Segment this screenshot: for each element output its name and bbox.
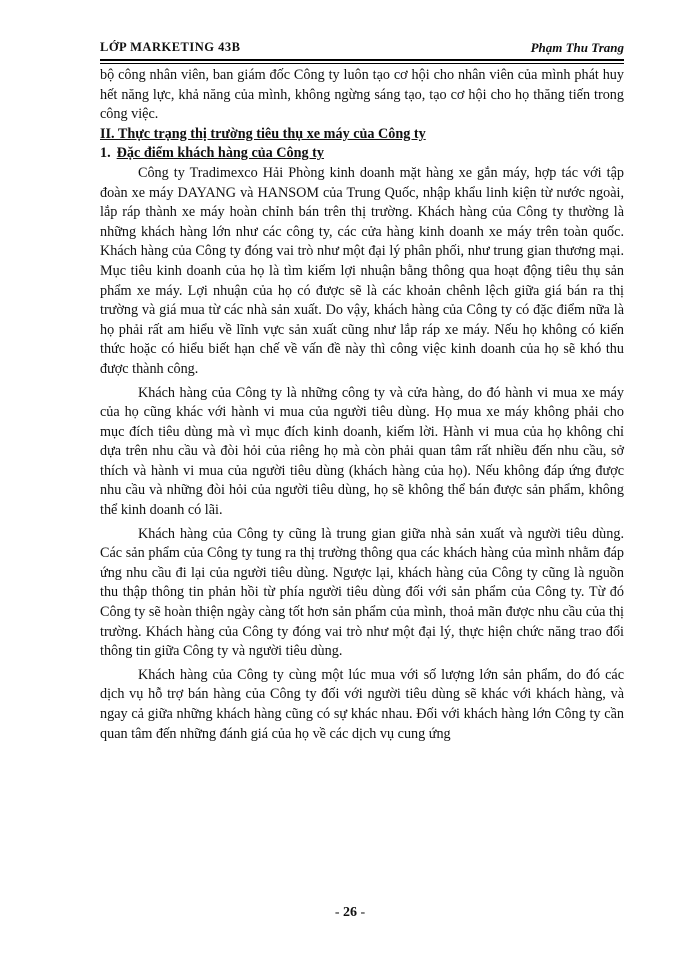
page-number-suffix: - bbox=[360, 905, 366, 920]
header-class-name: LỚP MARKETING 43B bbox=[100, 40, 241, 54]
paragraph-continuation: bộ công nhân viên, ban giám đốc Công ty luôn tạo cơ hội cho nhân viên của mình phát huy hết năng lực, khả năng của mình, không ngừng sáng tạo, tạo cơ hội cho họ thăng tiến trong công việc. bbox=[100, 67, 624, 123]
paragraph-2: Khách hàng của Công ty là những công ty và cửa hàng, do đó hành vi mua xe máy của họ cũng khác với hành vi mua của người tiêu dùng. Họ mua xe máy không phải cho mục đích tiêu dùng mà vì mục đích kinh doanh, kiếm lời. Hành vi mua của họ không chỉ dựa trên nhu cầu và đòi hỏi của riêng họ mà còn phải quan tâm rất nhiều đến nhu cầu, sở thích và hành vi mua của người tiêu dùng (khách hàng của họ). Nếu không đáp ứng được nhu cầu và những đòi hỏi của người tiêu dùng, họ sẽ không thể bán được sản phẩm, không thể kinh doanh có lãi. bbox=[100, 384, 624, 519]
page-number bbox=[0, 905, 700, 921]
header-rule-thick bbox=[100, 59, 624, 61]
header-rule-thin bbox=[100, 63, 624, 64]
page-header bbox=[100, 40, 624, 58]
paragraph-3: Khách hàng của Công ty cũng là trung gian giữa nhà sản xuất và người tiêu dùng. Các sản phẩm của Công ty tung ra thị trường thông qua các khách hàng của mình nhằm đáp ứng nhu cầu đi lại của người tiêu dùng. Ngược lại, khách hàng của Công ty cũng là nguồn thu thập thông tin phản hồi từ phía người tiêu dùng đối với sản phẩm của Công ty. Từ đó Công ty sẽ hoàn thiện ngày càng tốt hơn sản phẩm của mình, thoả mãn được nhu cầu của thị trường. Khách hàng của Công ty đóng vai trò như một đại lý, thực hiện chức năng trao đổi thông tin giữa Công ty và người tiêu dùng. bbox=[100, 525, 624, 660]
subsection-title: Đặc điểm khách hàng của Công ty bbox=[116, 145, 324, 162]
subsection-heading bbox=[100, 144, 624, 164]
page-number-value: 26 bbox=[343, 905, 357, 920]
section-heading: II. Thực trạng thị trường tiêu thụ xe máy của Công ty bbox=[100, 125, 426, 142]
page-number-prefix: - bbox=[334, 905, 340, 920]
subsection-number: 1. bbox=[100, 145, 111, 162]
paragraph-1: Công ty Tradimexco Hải Phòng kinh doanh mặt hàng xe gắn máy, hợp tác với tập đoàn xe máy DAYANG và HANSOM của Trung Quốc, nhập khẩu linh kiện từ nước ngoài, lắp ráp thành xe máy hoàn chỉnh bán trên thị trường. Khách hàng của Công ty thường là những khách hàng lớn như các công ty, các cửa hàng kinh doanh xe máy trên toàn quốc. Khách hàng của Công ty đóng vai trò như một đại lý phân phối, như trung gian thương mại. Mục tiêu kinh doanh của họ là tìm kiếm lợi nhuận bằng thông qua hoạt động tiêu thụ sản phẩm xe máy. Lợi nhuận của họ có được sẽ là các khoản chênh lệch giữa giá bán ra thị trường và giá mua từ các nhà sản xuất. Do vậy, khách hàng của Công ty có đặc điểm nữa là họ phải rất am hiểu về lĩnh vực sản xuất cũng như lắp ráp xe máy. Nếu họ không có kiến thức hoặc có hiểu biết hạn chế về vấn đề này thì công việc kinh doanh của họ sẽ khó thu được thành công. bbox=[100, 164, 624, 377]
page-body bbox=[100, 66, 624, 744]
header-author-name: Phạm Thu Trang bbox=[530, 40, 624, 55]
paragraph-4: Khách hàng của Công ty cùng một lúc mua với số lượng lớn sản phẩm, do đó các dịch vụ hỗ trợ bán hàng của Công ty đối với người tiêu dùng sẽ khác với khách hàng, và ngay cả giữa những khách hàng cũng có sự khác nhau. Đối với khách hàng lớn Công ty cần quan tâm đến những đánh giá của họ về các dịch vụ cung ứng bbox=[100, 666, 624, 742]
